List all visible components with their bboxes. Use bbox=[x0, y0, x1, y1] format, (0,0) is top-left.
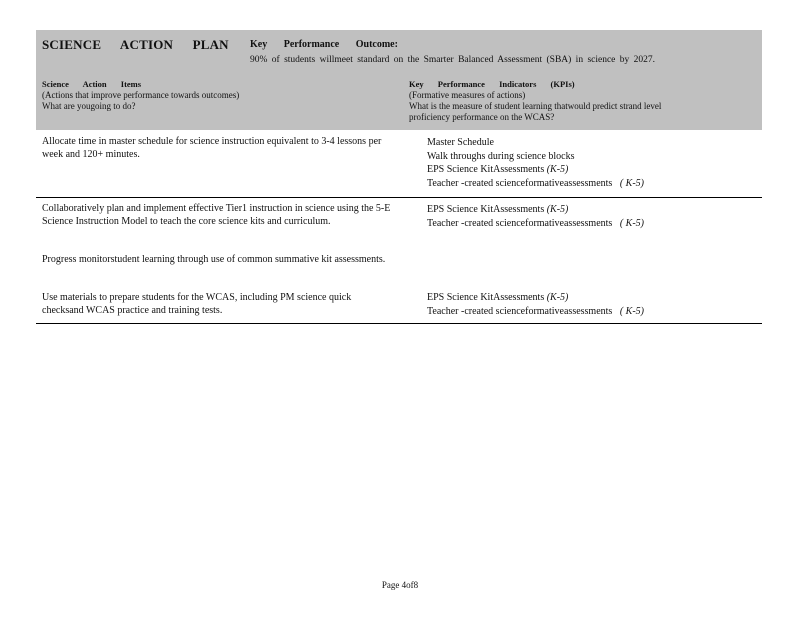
action-item: Progress monitorstudent learning through use of common summative kit assessments. bbox=[42, 254, 386, 265]
page-title: SCIENCE ACTION PLAN bbox=[42, 37, 229, 52]
action-items-question: What are yougoing to do? bbox=[42, 101, 136, 111]
list-item bbox=[409, 163, 644, 177]
list-item bbox=[409, 217, 644, 231]
kpi-text: Walk throughs during science blocks bbox=[427, 150, 575, 162]
kpi-list bbox=[409, 203, 644, 230]
kpi-text: Master Schedule bbox=[427, 137, 494, 148]
action-items-title: Science Action Items bbox=[42, 79, 142, 89]
list-item bbox=[409, 203, 644, 217]
kpi-list bbox=[409, 136, 644, 190]
bullet-icon bbox=[409, 163, 427, 177]
action-items-subtitle: (Actions that improve performance towards outcomes) bbox=[42, 90, 240, 100]
bullet-icon bbox=[409, 305, 427, 319]
bullet-icon bbox=[409, 203, 427, 217]
list-item bbox=[409, 136, 644, 150]
plan-header bbox=[36, 30, 762, 130]
grade-range: (K-5) bbox=[546, 292, 569, 303]
page-number: Page 4of8 bbox=[381, 580, 419, 590]
list-item bbox=[409, 177, 644, 191]
table-row bbox=[36, 130, 762, 198]
grade-range: ( K-5) bbox=[619, 305, 644, 317]
action-item: Collaboratively plan and implement effective Tier1 instruction in science using the 5-E Science Instruction Model to teach the core science kits and curriculum. bbox=[42, 203, 391, 227]
kpi-title: Key Performance Indicators (KPIs) bbox=[409, 79, 575, 89]
kpo-label: Key Performance Outcome: bbox=[250, 39, 398, 50]
kpi-text: Teacher -created scienceformativeassessments bbox=[427, 177, 620, 189]
action-item: Use materials to prepare students for the WCAS, including PM science quick checksand WCAS practice and training tests. bbox=[42, 292, 352, 316]
bullet-icon bbox=[409, 291, 427, 305]
kpi-text: EPS Science KitAssessments bbox=[427, 292, 547, 303]
kpi-question-line1: What is the measure of student learning thatwould predict strand level bbox=[409, 101, 662, 111]
kpi-text: EPS Science KitAssessments bbox=[427, 204, 547, 215]
list-item bbox=[409, 150, 644, 164]
action-items-column-header bbox=[42, 79, 239, 112]
kpi-text: Teacher -created scienceformativeassessments bbox=[427, 217, 620, 229]
kpi-list bbox=[409, 291, 644, 318]
kpi-column-header bbox=[409, 79, 759, 123]
kpo-text: 90% of students willmeet standard on the Smarter Balanced Assessment (SBA) in science by 2027. bbox=[250, 55, 656, 65]
grade-range: ( K-5) bbox=[619, 177, 644, 189]
grade-range: (K-5) bbox=[546, 164, 569, 175]
kpi-subtitle: (Formative measures of actions) bbox=[409, 90, 526, 100]
list-item bbox=[409, 305, 644, 319]
bullet-icon bbox=[409, 177, 427, 191]
list-item bbox=[409, 291, 644, 305]
bullet-icon bbox=[409, 150, 427, 164]
grade-range: (K-5) bbox=[546, 204, 569, 215]
grade-range: ( K-5) bbox=[619, 217, 644, 229]
kpi-text: Teacher -created scienceformativeassessments bbox=[427, 305, 620, 317]
bullet-icon bbox=[409, 217, 427, 231]
table-row bbox=[36, 198, 762, 324]
kpi-text: EPS Science KitAssessments bbox=[427, 164, 547, 175]
action-item: Allocate time in master schedule for science instruction equivalent to 3-4 lessons per week and 120+ minutes. bbox=[42, 136, 382, 160]
bullet-icon bbox=[409, 136, 427, 150]
kpi-question-line2: proficiency performance on the WCAS? bbox=[409, 112, 555, 122]
